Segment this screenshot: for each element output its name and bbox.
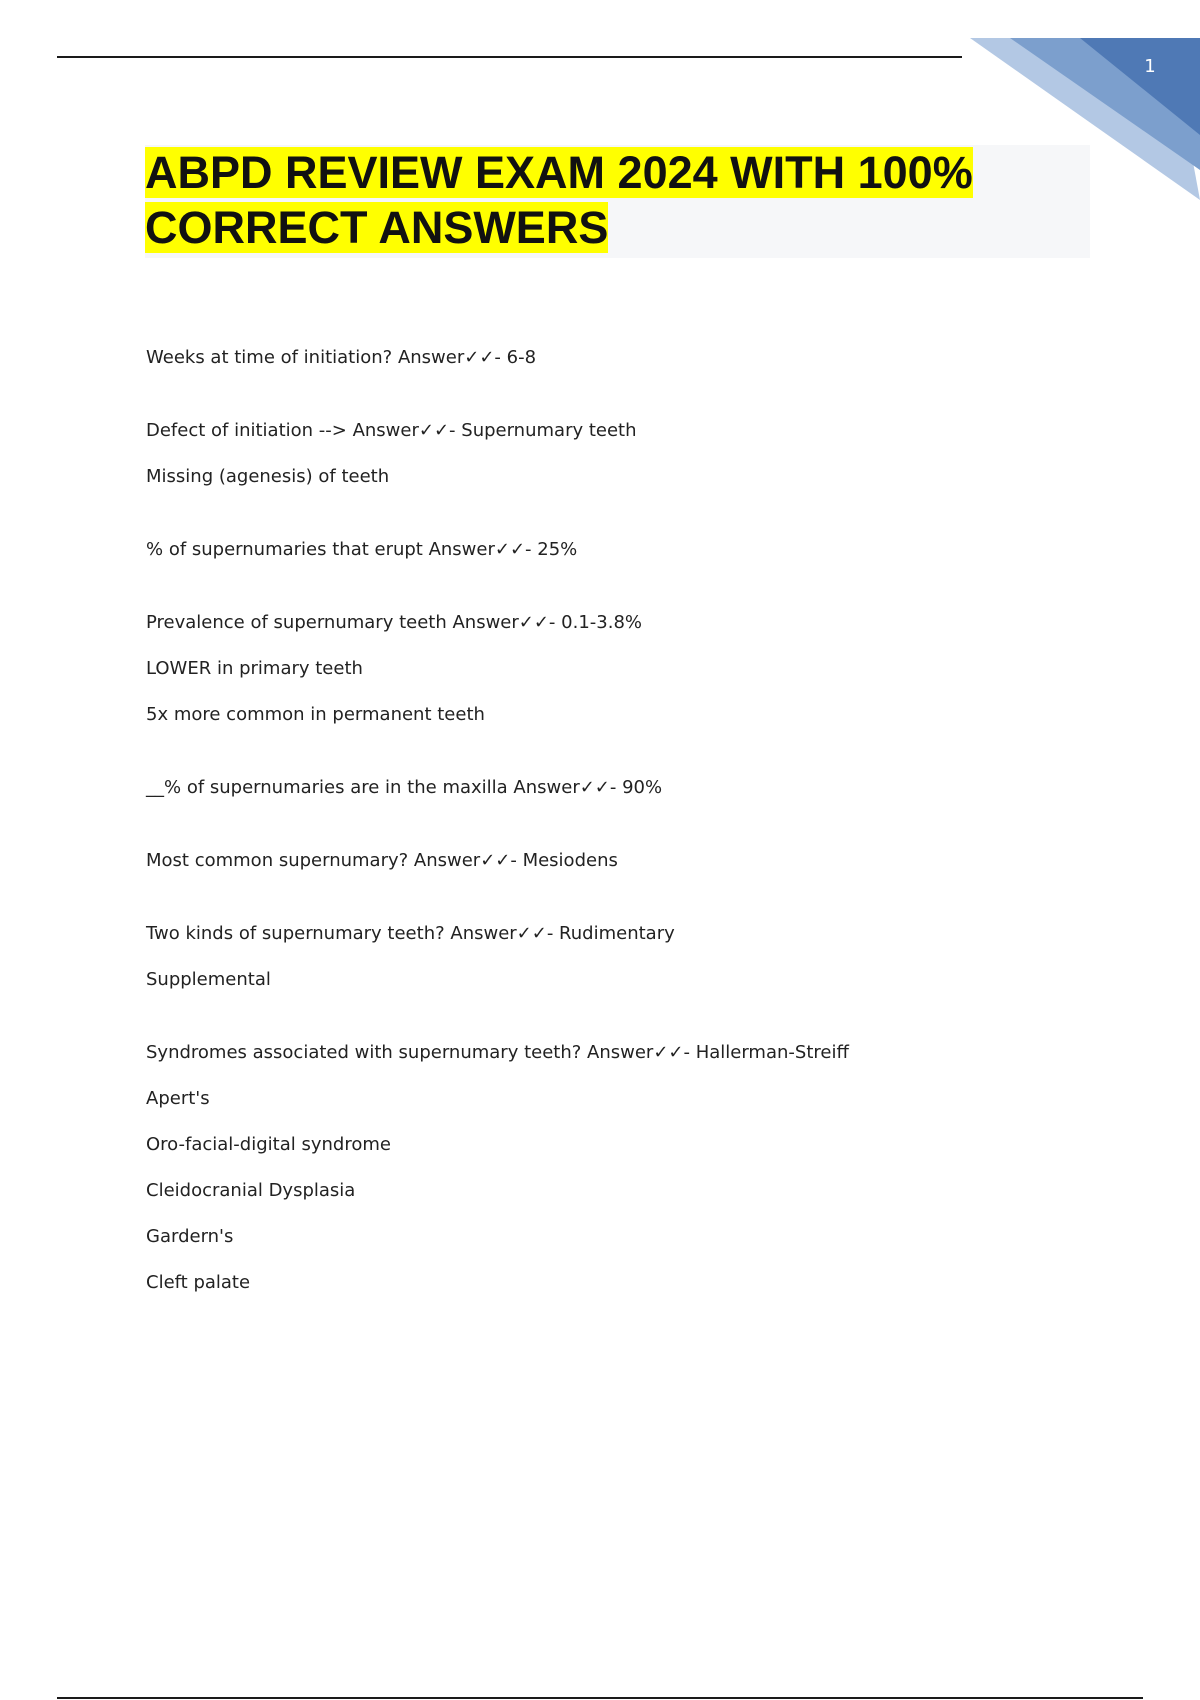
qa-answer-continuation: Cleidocranial Dysplasia: [146, 1180, 356, 1201]
qa-answer-continuation: LOWER in primary teeth: [146, 658, 363, 679]
qa-answer-continuation: Cleft palate: [146, 1272, 251, 1293]
page-number: 1: [1144, 56, 1156, 77]
qa-question-line: Most common supernumary? Answer✓✓- Mesiodens: [146, 850, 618, 871]
question-answer-list: [146, 344, 1106, 1342]
title-line-2: CORRECT ANSWERS: [145, 202, 609, 253]
qa-question-line: Two kinds of supernumary teeth? Answer✓✓- Rudimentary: [146, 923, 675, 944]
document-title: [145, 145, 1045, 255]
qa-question-line: Prevalence of supernumary teeth Answer✓✓- 0.1-3.8%: [146, 612, 642, 633]
qa-question-line: % of supernumaries that erupt Answer✓✓- 25%: [146, 539, 578, 560]
qa-item: [146, 920, 1106, 994]
qa-question-line: __% of supernumaries are in the maxilla Answer✓✓- 90%: [146, 777, 663, 798]
qa-item: [146, 1039, 1106, 1297]
qa-item: [146, 417, 1106, 491]
qa-item: [146, 847, 1106, 875]
qa-answer-continuation: Missing (agenesis) of teeth: [146, 466, 390, 487]
header-rule: [57, 56, 962, 58]
qa-item: [146, 344, 1106, 372]
title-line-1: ABPD REVIEW EXAM 2024 WITH 100%: [145, 147, 973, 198]
qa-question-line: Syndromes associated with supernumary teeth? Answer✓✓- Hallerman-Streiff: [146, 1042, 849, 1063]
qa-item: [146, 774, 1106, 802]
qa-item: [146, 536, 1106, 564]
qa-answer-continuation: Supplemental: [146, 969, 271, 990]
qa-answer-continuation: Apert's: [146, 1088, 210, 1109]
qa-question-line: Weeks at time of initiation? Answer✓✓- 6-8: [146, 347, 537, 368]
qa-answer-continuation: 5x more common in permanent teeth: [146, 704, 485, 725]
qa-answer-continuation: Gardern's: [146, 1226, 234, 1247]
footer-rule: [57, 1697, 1143, 1699]
qa-answer-continuation: Oro-facial-digital syndrome: [146, 1134, 391, 1155]
qa-question-line: Defect of initiation --> Answer✓✓- Supernumary teeth: [146, 420, 637, 441]
qa-item: [146, 609, 1106, 729]
